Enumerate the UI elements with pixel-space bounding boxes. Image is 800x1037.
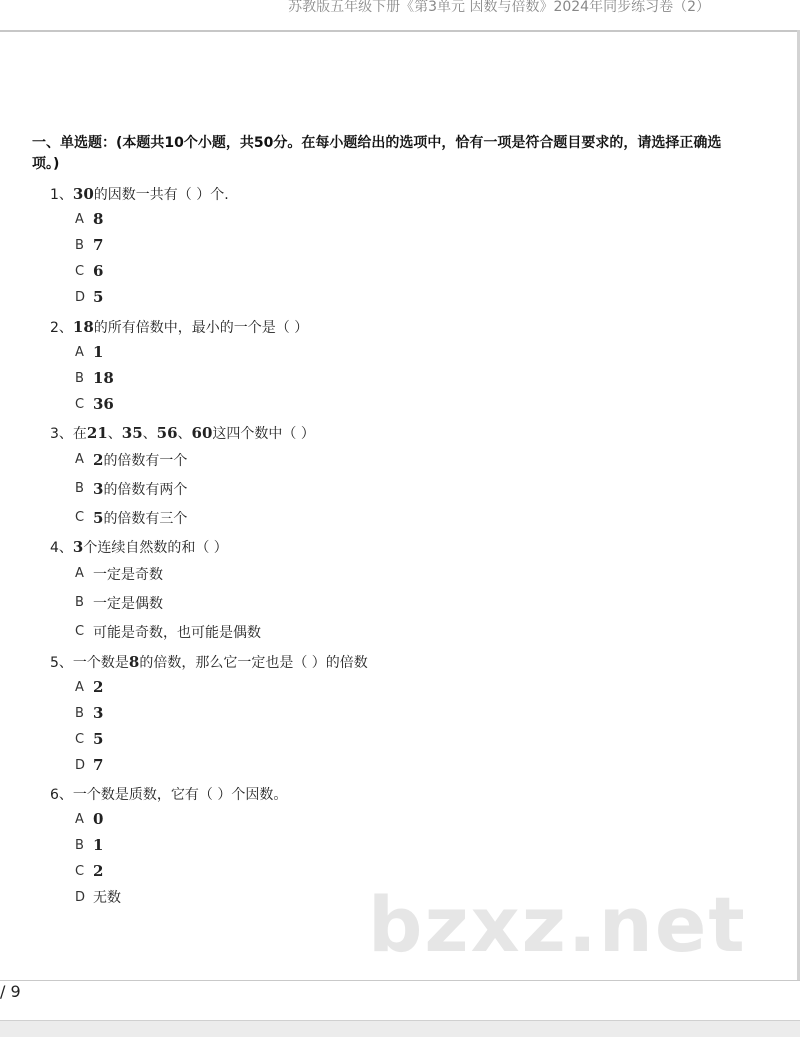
question-number: 4、: [50, 540, 73, 556]
option-b[interactable]: [50, 700, 368, 726]
header-divider: [0, 30, 800, 32]
question-4: [50, 536, 261, 646]
option-text: [93, 343, 103, 361]
question-stem: [50, 536, 261, 559]
option-text: [93, 704, 103, 722]
text-run: 个连续自然数的和（ ）: [83, 540, 228, 556]
number-text: 36: [93, 395, 114, 413]
number-text: 2: [93, 862, 104, 880]
text-run: 一个数是: [72, 655, 129, 671]
option-text: [93, 622, 261, 642]
document-header-title: 苏教版五年级下册《第3单元 因数与倍数》2024年同步练习卷（2）: [288, 0, 710, 15]
option-letter: A: [75, 344, 84, 360]
question-stem: [50, 784, 287, 806]
option-d[interactable]: [50, 884, 287, 910]
option-text: [93, 508, 187, 528]
number-text: 60: [191, 424, 213, 442]
option-letter: C: [75, 624, 85, 639]
option-letter: B: [75, 837, 84, 853]
text-run: 、: [142, 426, 157, 442]
number-text: 3: [72, 538, 84, 556]
number-text: 3: [93, 704, 104, 722]
option-text: [93, 564, 163, 584]
option-letter: A: [75, 811, 84, 827]
option-d[interactable]: [50, 752, 368, 778]
number-text: 8: [93, 210, 104, 228]
option-a[interactable]: [50, 806, 287, 832]
number-text: 8: [128, 653, 140, 671]
question-number: 2、: [50, 320, 73, 336]
text-run: 这四个数中（ ）: [212, 426, 315, 442]
option-b[interactable]: [50, 588, 261, 617]
number-text: 18: [93, 369, 114, 387]
option-text: [93, 836, 103, 854]
option-text: [93, 887, 121, 907]
text-run: 无数: [93, 890, 121, 906]
option-a[interactable]: [50, 674, 368, 700]
option-text: [93, 593, 163, 613]
option-letter: C: [75, 396, 85, 412]
option-letter: A: [75, 452, 84, 467]
option-a[interactable]: [50, 559, 261, 588]
option-letter: D: [75, 889, 86, 905]
option-letter: B: [75, 370, 84, 386]
option-letter: B: [75, 481, 84, 496]
option-letter: D: [75, 757, 86, 773]
option-text: [93, 862, 103, 880]
number-text: 0: [93, 810, 104, 828]
option-c[interactable]: [50, 617, 261, 646]
question-2: [50, 316, 308, 417]
question-3: [50, 422, 315, 532]
option-a[interactable]: [50, 206, 229, 232]
question-stem: [50, 651, 368, 674]
option-text: [93, 678, 103, 696]
option-letter: C: [75, 863, 85, 879]
number-text: 3: [93, 479, 104, 498]
option-letter: C: [75, 263, 85, 279]
section-heading: 一、单选题：(本题共10个小题，共50分。在每小题给出的选项中，恰有一项是符合题目要求的，请选择正确选项。): [32, 135, 722, 172]
option-c[interactable]: [50, 726, 368, 752]
option-c[interactable]: [50, 391, 308, 417]
text-run: 的所有倍数中，最小的一个是（ ）: [93, 320, 309, 336]
number-text: 5: [93, 508, 104, 527]
text-run: 的倍数有三个: [103, 510, 188, 527]
number-text: 5: [93, 730, 104, 748]
page-gap: [0, 1020, 800, 1037]
option-list: [50, 445, 315, 532]
option-list: [50, 206, 229, 310]
option-text: [93, 395, 114, 413]
text-run: 的因数一共有（ ）个.: [93, 187, 229, 203]
number-text: 21: [86, 424, 108, 442]
option-letter: B: [75, 595, 84, 610]
text-run: 的倍数有一个: [103, 452, 188, 469]
number-text: 30: [72, 185, 94, 203]
option-text: [93, 369, 114, 387]
question-number: 3、: [50, 426, 73, 442]
option-letter: A: [75, 211, 84, 227]
number-text: 1: [93, 836, 104, 854]
question-number: 1、: [50, 187, 73, 203]
option-letter: A: [75, 679, 84, 695]
option-b[interactable]: [50, 474, 315, 503]
text-run: 、: [107, 426, 122, 442]
number-text: 7: [93, 236, 104, 254]
option-list: [50, 674, 368, 778]
option-list: [50, 339, 308, 417]
question-stem: [50, 183, 229, 206]
option-text: [93, 450, 187, 470]
option-letter: B: [75, 237, 84, 253]
question-stem: [50, 316, 308, 339]
option-letter: A: [75, 566, 84, 581]
option-a[interactable]: [50, 445, 315, 474]
question-6: [50, 784, 287, 910]
text-run: 一个数是质数，它有（ ）个因数。: [72, 787, 288, 803]
number-text: 1: [93, 343, 104, 361]
option-list: [50, 806, 287, 910]
option-b[interactable]: [50, 832, 287, 858]
option-text: [93, 756, 103, 774]
question-number: 5、: [50, 655, 73, 671]
watermark: bzxz.net: [368, 880, 747, 969]
number-text: 2: [93, 678, 104, 696]
option-text: [93, 730, 103, 748]
page-number: / 9: [0, 982, 21, 1001]
text-run: 一定是奇数: [93, 566, 163, 583]
option-b[interactable]: [50, 365, 308, 391]
option-b[interactable]: [50, 232, 229, 258]
footer-divider: [0, 980, 800, 981]
number-text: 6: [93, 262, 104, 280]
option-text: [93, 810, 103, 828]
text-run: 在: [72, 426, 87, 442]
option-letter: C: [75, 731, 85, 747]
option-letter: B: [75, 705, 84, 721]
text-run: 的倍数，那么它一定也是（ ）的倍数: [139, 655, 368, 671]
option-text: [93, 236, 103, 254]
option-c[interactable]: [50, 503, 315, 532]
question-stem: [50, 422, 315, 445]
option-letter: C: [75, 510, 85, 525]
option-c[interactable]: [50, 258, 229, 284]
option-text: [93, 262, 103, 280]
option-text: [93, 479, 187, 499]
text-run: 可能是奇数，也可能是偶数: [93, 624, 261, 641]
option-text: [93, 288, 103, 306]
question-number: 6、: [50, 787, 73, 803]
option-a[interactable]: [50, 339, 308, 365]
option-text: [93, 210, 103, 228]
number-text: 35: [121, 424, 143, 442]
number-text: 18: [72, 318, 94, 336]
number-text: 56: [156, 424, 178, 442]
text-run: 的倍数有两个: [103, 481, 188, 498]
option-list: [50, 559, 261, 646]
option-letter: D: [75, 289, 86, 305]
text-run: 一定是偶数: [93, 595, 163, 612]
number-text: 7: [93, 756, 104, 774]
number-text: 5: [93, 288, 104, 306]
option-d[interactable]: [50, 284, 229, 310]
question-5: [50, 651, 368, 778]
option-c[interactable]: [50, 858, 287, 884]
question-1: [50, 183, 229, 310]
text-run: 、: [177, 426, 192, 442]
number-text: 2: [93, 450, 104, 469]
